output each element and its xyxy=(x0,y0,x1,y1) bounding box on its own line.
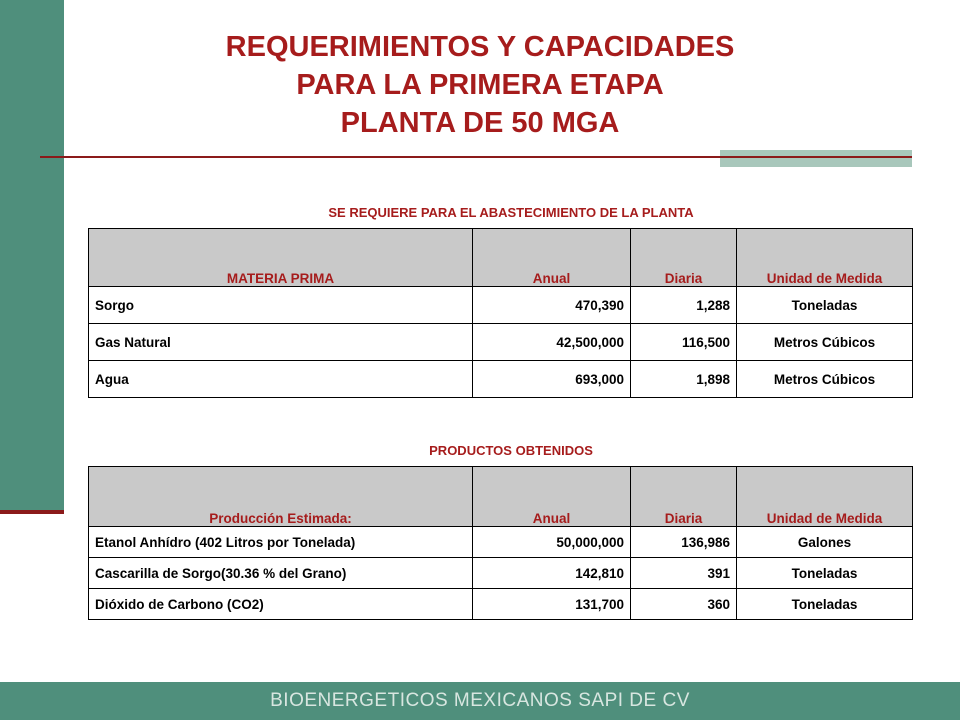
title-rule xyxy=(40,156,912,158)
table-row xyxy=(89,324,913,361)
title-line-3: PLANTA DE 50 MGA xyxy=(340,107,620,139)
cell-unit: Toneladas xyxy=(737,287,913,324)
cell-unit: Metros Cúbicos xyxy=(737,361,913,398)
header-unidad: Unidad de Medida xyxy=(737,467,913,527)
header-produccion: Producción Estimada: xyxy=(89,467,473,527)
title-rule-accent xyxy=(720,150,912,167)
cell-unit: Galones xyxy=(737,527,913,558)
cell-name: Cascarilla de Sorgo(30.36 % del Grano) xyxy=(89,558,473,589)
header-unidad: Unidad de Medida xyxy=(737,229,913,287)
table-row xyxy=(89,361,913,398)
cell-name: Gas Natural xyxy=(89,324,473,361)
left-bar-underline xyxy=(0,510,64,514)
title-line-1: REQUERIMIENTOS Y CAPACIDADES xyxy=(225,31,735,63)
title-line-2: PARA LA PRIMERA ETAPA xyxy=(296,69,664,101)
table-row xyxy=(89,589,913,620)
cell-diaria: 116,500 xyxy=(631,324,737,361)
cell-anual: 42,500,000 xyxy=(473,324,631,361)
cell-anual: 50,000,000 xyxy=(473,527,631,558)
table-header-row xyxy=(89,229,913,287)
cell-diaria: 1,288 xyxy=(631,287,737,324)
header-anual: Anual xyxy=(473,229,631,287)
products-table xyxy=(88,466,913,620)
table-row xyxy=(89,527,913,558)
cell-name: Dióxido de Carbono (CO2) xyxy=(89,589,473,620)
cell-unit: Toneladas xyxy=(737,589,913,620)
cell-anual: 470,390 xyxy=(473,287,631,324)
cell-name: Sorgo xyxy=(89,287,473,324)
requirements-table xyxy=(88,228,913,398)
cell-diaria: 1,898 xyxy=(631,361,737,398)
header-diaria: Diaria xyxy=(631,467,737,527)
header-diaria: Diaria xyxy=(631,229,737,287)
header-materia-prima: MATERIA PRIMA xyxy=(89,229,473,287)
footer-company-name: BIOENERGETICOS MEXICANOS SAPI DE CV xyxy=(0,682,960,720)
cell-unit: Metros Cúbicos xyxy=(737,324,913,361)
table-header-row xyxy=(89,467,913,527)
products-section-label: PRODUCTOS OBTENIDOS xyxy=(429,443,593,458)
cell-diaria: 136,986 xyxy=(631,527,737,558)
cell-diaria: 391 xyxy=(631,558,737,589)
table-row xyxy=(89,558,913,589)
requirements-section-label: SE REQUIERE PARA EL ABASTECIMIENTO DE LA PLANTA xyxy=(328,205,694,220)
cell-anual: 142,810 xyxy=(473,558,631,589)
table-row xyxy=(89,287,913,324)
cell-diaria: 360 xyxy=(631,589,737,620)
header-anual: Anual xyxy=(473,467,631,527)
left-decorative-bar xyxy=(0,0,64,512)
cell-unit: Toneladas xyxy=(737,558,913,589)
cell-name: Etanol Anhídro (402 Litros por Tonelada) xyxy=(89,527,473,558)
cell-anual: 131,700 xyxy=(473,589,631,620)
cell-name: Agua xyxy=(89,361,473,398)
page-title xyxy=(80,28,880,142)
cell-anual: 693,000 xyxy=(473,361,631,398)
